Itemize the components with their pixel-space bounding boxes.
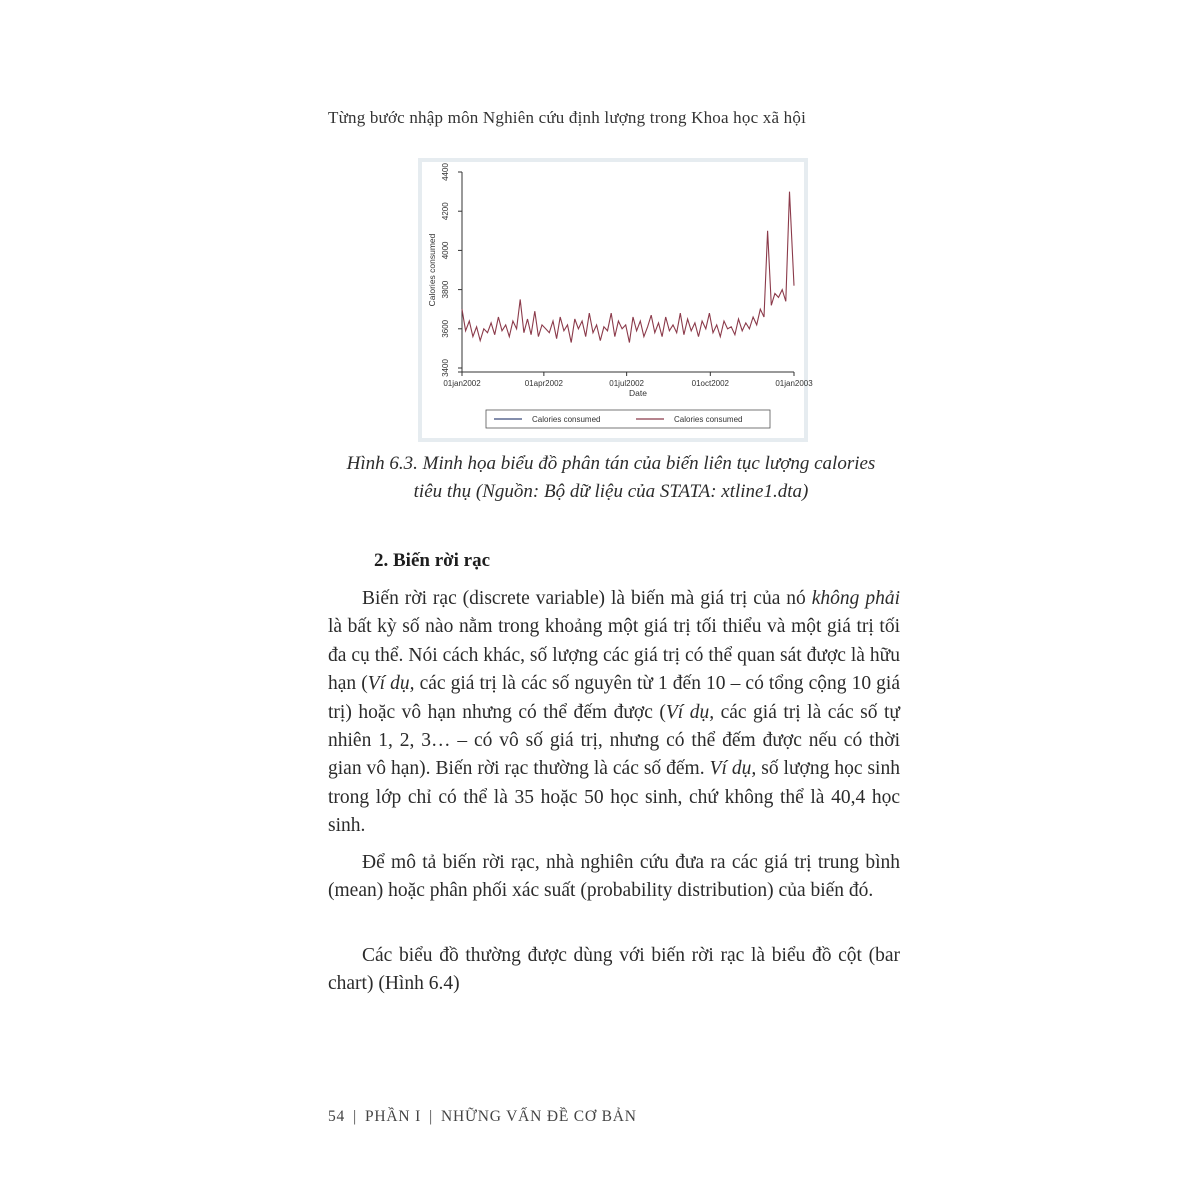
paragraph-discrete-definition	[328, 585, 900, 841]
x-tick-label: 01apr2002	[524, 379, 563, 388]
part-title: NHỮNG VẤN ĐỀ CƠ BẢN	[440, 1108, 637, 1125]
caption-line-2: tiêu thụ (Nguồn: Bộ dữ liệu của STATA: xtline1.dta)	[413, 481, 809, 502]
text-run: các giá trị là các số tự nhiên 1, 2, 3… – có vô số giá trị, nhưng có thể đếm được nếu có thời gian vô hạn). Biến rời rạc thường là các số đếm.	[328, 701, 901, 780]
footer-separator: |	[353, 1108, 358, 1125]
page-footer	[328, 1108, 637, 1126]
text-run: là bất kỳ số nào nằm trong khoảng một giá trị tối thiểu và một giá trị tối đa cụ thể. Nói cách khác, số lượng các giá trị có thể quan sát được là hữu hạn (	[328, 616, 900, 695]
emphasis-text: không phải	[811, 588, 900, 609]
x-axis-title: Date	[629, 388, 647, 398]
figure-caption	[330, 450, 892, 506]
running-header: Từng bước nhập môn Nghiên cứu định lượng trong Khoa học xã hội	[328, 108, 806, 127]
y-tick-label: 3800	[441, 280, 450, 299]
page-number: 54	[328, 1108, 346, 1125]
footer-separator: |	[429, 1108, 433, 1125]
text-run: Biến rời rạc (discrete variable) là biến mà giá trị của nó	[362, 588, 812, 609]
caption-line-1: Hình 6.3. Minh họa biểu đồ phân tán của biến liên tục lượng calories	[346, 453, 876, 474]
y-tick-label: 4000	[441, 241, 450, 260]
plot-background	[422, 162, 804, 438]
y-tick-label: 4400	[441, 163, 450, 181]
legend-label: Calories consumed	[674, 415, 743, 424]
y-tick-label: 3600	[441, 319, 450, 338]
text-run: số lượng học sinh trong lớp chỉ có thể là 35 hoặc 50 học sinh, chứ không thể là 40,4 học sinh.	[328, 758, 900, 837]
y-tick-label: 3400	[441, 359, 450, 377]
legend-label: Calories consumed	[532, 415, 601, 424]
x-tick-label: 01jan2003	[775, 379, 813, 388]
emphasis-text: Ví dụ,	[367, 673, 415, 695]
emphasis-text: Ví dụ,	[709, 758, 757, 780]
emphasis-text: Ví dụ,	[665, 701, 715, 723]
y-axis-title: Calories consumed	[427, 233, 437, 307]
figure-6-3	[418, 158, 813, 442]
paragraph-bar-chart: Các biểu đồ thường được dùng với biến rời rạc là biểu đồ cột (bar chart) (Hình 6.4)	[328, 945, 900, 995]
part-label: PHẦN I	[365, 1108, 422, 1125]
x-tick-label: 01jul2002	[609, 379, 644, 388]
x-tick-label: 01oct2002	[691, 379, 730, 388]
paragraph-description: Để mô tả biến rời rạc, nhà nghiên cứu đưa ra các giá trị trung bình (mean) hoặc phân phối xác suất (probability distribution) của biến đó.	[328, 852, 900, 902]
line-chart	[418, 158, 813, 442]
text-run: các giá trị là các số nguyên từ 1 đến 10 – có tổng cộng 10 giá trị) hoặc vô hạn nhưng có thể đếm được (	[328, 673, 900, 723]
section-heading: 2. Biến rời rạc	[374, 550, 491, 571]
x-tick-label: 01jan2002	[443, 379, 481, 388]
y-tick-label: 4200	[441, 202, 450, 221]
